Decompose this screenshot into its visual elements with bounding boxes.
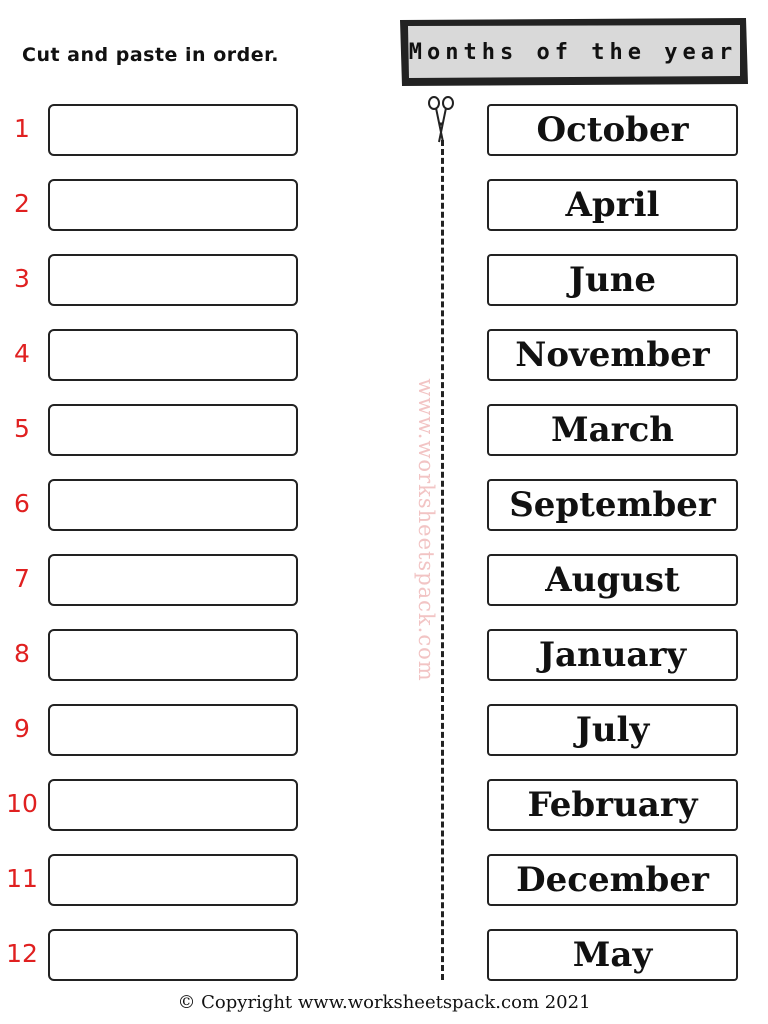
- row-number: 11: [6, 864, 38, 893]
- row-number: 10: [6, 789, 38, 818]
- row-number: 5: [14, 414, 30, 443]
- month-card[interactable]: July: [487, 704, 738, 756]
- month-card[interactable]: January: [487, 629, 738, 681]
- paste-box[interactable]: [48, 104, 298, 156]
- row-number: 4: [14, 339, 30, 368]
- paste-box[interactable]: [48, 779, 298, 831]
- paste-box[interactable]: [48, 554, 298, 606]
- row-number: 1: [14, 114, 30, 143]
- month-card[interactable]: December: [487, 854, 738, 906]
- month-card[interactable]: March: [487, 404, 738, 456]
- month-card[interactable]: August: [487, 554, 738, 606]
- month-card[interactable]: June: [487, 254, 738, 306]
- paste-box[interactable]: [48, 404, 298, 456]
- paste-box[interactable]: [48, 254, 298, 306]
- month-card[interactable]: May: [487, 929, 738, 981]
- row-number: 7: [14, 564, 30, 593]
- month-card[interactable]: November: [487, 329, 738, 381]
- month-card[interactable]: October: [487, 104, 738, 156]
- row-number: 9: [14, 714, 30, 743]
- paste-box[interactable]: [48, 329, 298, 381]
- row-number: 2: [14, 189, 30, 218]
- month-card[interactable]: September: [487, 479, 738, 531]
- row-number: 12: [6, 939, 38, 968]
- copyright-footer: © Copyright www.worksheetspack.com 2021: [177, 992, 591, 1013]
- page-title: Months of the year: [408, 39, 738, 65]
- paste-box[interactable]: [48, 179, 298, 231]
- row-number: 3: [14, 264, 30, 293]
- row-number: 6: [14, 489, 30, 518]
- instruction-text: Cut and paste in order.: [22, 44, 279, 66]
- paste-box[interactable]: [48, 854, 298, 906]
- title-banner: [394, 14, 752, 90]
- scissors-icon: [426, 96, 456, 144]
- watermark-text: www.worksheetspack.com: [414, 378, 438, 682]
- paste-box[interactable]: [48, 479, 298, 531]
- watermark: [406, 360, 446, 700]
- paste-box[interactable]: [48, 629, 298, 681]
- row-number: 8: [14, 639, 30, 668]
- month-card[interactable]: February: [487, 779, 738, 831]
- paste-box[interactable]: [48, 704, 298, 756]
- month-card[interactable]: April: [487, 179, 738, 231]
- paste-box[interactable]: [48, 929, 298, 981]
